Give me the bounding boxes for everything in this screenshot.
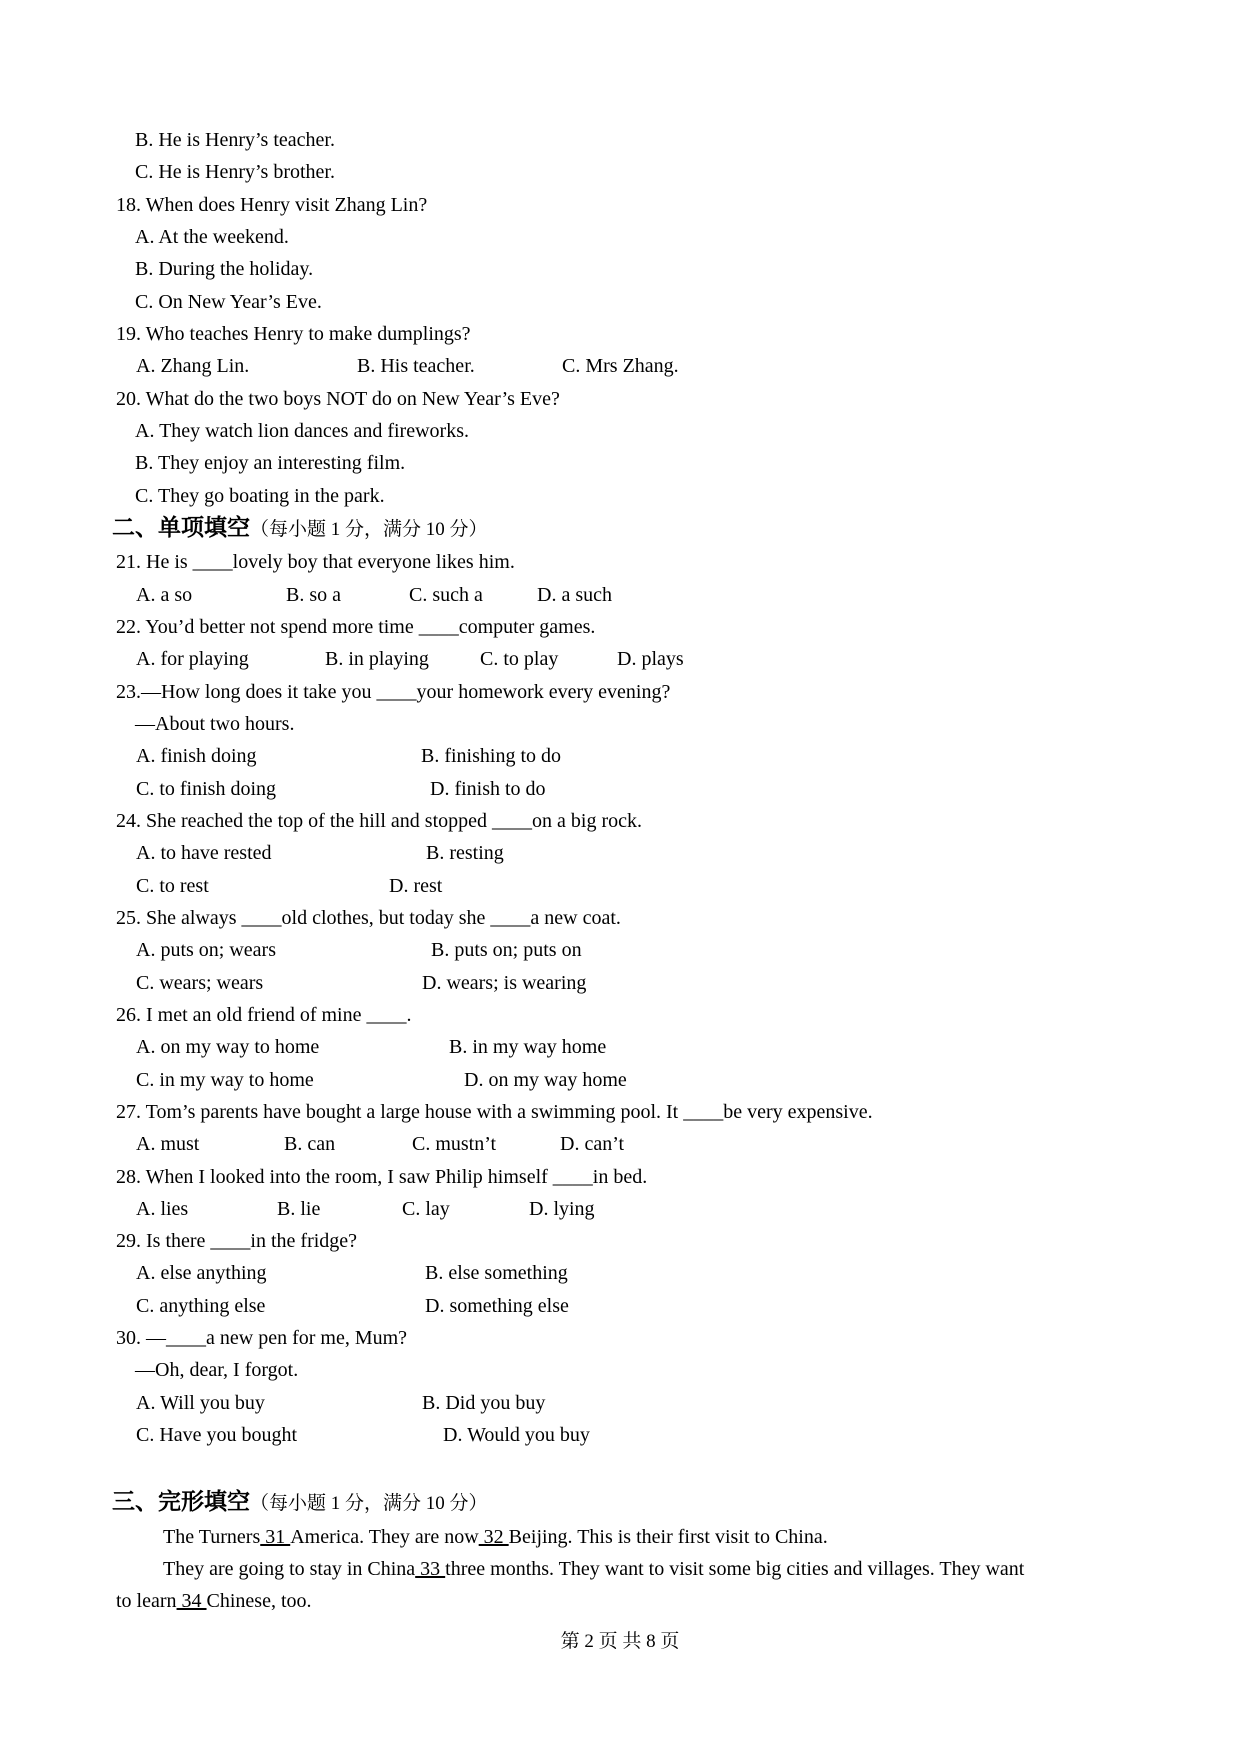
option-line: —Oh, dear, I forgot. xyxy=(135,1359,299,1382)
options-row xyxy=(0,1257,1240,1289)
option-item: C. to finish doing xyxy=(136,777,277,800)
question-line: 24. She reached the top of the hill and stopped ____on a big rock. xyxy=(116,809,642,832)
option-item: C. Have you bought xyxy=(136,1424,298,1447)
passage-text: Beijing. This is their first visit to China. xyxy=(508,1525,828,1548)
section-heading xyxy=(0,512,1240,546)
option-item: D. can’t xyxy=(560,1133,625,1156)
cloze-blank: 33 xyxy=(415,1558,446,1581)
option-item: A. Will you buy xyxy=(136,1391,265,1414)
options-row xyxy=(0,934,1240,966)
question-line: 29. Is there ____in the fridge? xyxy=(116,1230,358,1253)
option-item: B. so a xyxy=(286,583,341,606)
passage-line xyxy=(0,1521,1240,1553)
question-line: 18. When does Henry visit Zhang Lin? xyxy=(116,193,428,216)
option-item: C. to rest xyxy=(136,874,209,897)
option-item: A. puts on; wears xyxy=(136,939,276,962)
option-item: D. Would you buy xyxy=(443,1424,590,1447)
option-item: D. wears; is wearing xyxy=(422,971,587,994)
option-item: A. to have rested xyxy=(136,842,272,865)
option-line: B. They enjoy an interesting film. xyxy=(135,452,406,475)
option-item: B. Did you buy xyxy=(422,1391,546,1414)
option-item: C. in my way to home xyxy=(136,1068,314,1091)
cloze-blank: 34 xyxy=(176,1590,207,1613)
passage-text: They are going to stay in China xyxy=(163,1558,416,1581)
question-line: 21. He is ____lovely boy that everyone likes him. xyxy=(116,551,515,574)
option-item: B. His teacher. xyxy=(357,355,475,378)
options-row xyxy=(0,837,1240,869)
option-line: C. On New Year’s Eve. xyxy=(135,290,322,313)
section-heading xyxy=(0,1486,1240,1520)
options-row xyxy=(0,870,1240,902)
option-item: D. something else xyxy=(425,1294,569,1317)
options-row xyxy=(0,1419,1240,1451)
cloze-blank: 31 xyxy=(260,1525,291,1548)
option-item: A. Zhang Lin. xyxy=(136,355,250,378)
option-item: B. in playing xyxy=(325,648,429,671)
option-item: B. finishing to do xyxy=(421,745,562,768)
option-item: A. on my way to home xyxy=(136,1036,320,1059)
options-row xyxy=(0,967,1240,999)
option-line: A. At the weekend. xyxy=(135,225,289,248)
option-line: —About two hours. xyxy=(135,712,295,735)
options-row xyxy=(0,1387,1240,1419)
options-row xyxy=(0,1290,1240,1322)
option-item: C. such a xyxy=(409,583,483,606)
option-item: D. rest xyxy=(389,874,443,897)
option-item: C. lay xyxy=(402,1197,450,1220)
option-item: A. else anything xyxy=(136,1262,267,1285)
option-item: B. puts on; puts on xyxy=(431,939,582,962)
option-line: A. They watch lion dances and fireworks. xyxy=(135,419,469,442)
question-line: 25. She always ____old clothes, but today she ____a new coat. xyxy=(116,906,621,929)
option-item: B. else something xyxy=(425,1262,568,1285)
question-line: 22. You’d better not spend more time ____computer games. xyxy=(116,615,596,638)
option-item: C. wears; wears xyxy=(136,971,264,994)
option-item: A. must xyxy=(136,1133,200,1156)
option-item: B. in my way home xyxy=(449,1036,607,1059)
options-row xyxy=(0,1064,1240,1096)
option-item: B. can xyxy=(284,1133,336,1156)
options-row xyxy=(0,1128,1240,1160)
option-item: D. finish to do xyxy=(430,777,546,800)
passage-text: Chinese, too. xyxy=(206,1590,312,1613)
option-item: B. resting xyxy=(426,842,504,865)
options-row xyxy=(0,643,1240,675)
option-line: C. He is Henry’s brother. xyxy=(135,161,335,184)
options-row xyxy=(0,773,1240,805)
question-line: 26. I met an old friend of mine ____. xyxy=(116,1003,412,1026)
question-line: 23.—How long does it take you ____your homework every evening? xyxy=(116,680,671,703)
passage-text: The Turners xyxy=(163,1525,261,1548)
options-row xyxy=(0,350,1240,382)
passage-text: to learn xyxy=(116,1590,177,1613)
question-line: 27. Tom’s parents have bought a large house with a swimming pool. It ____be very expensive. xyxy=(116,1100,873,1123)
section-score-note: （每小题 1 分，满分 10 分） xyxy=(250,518,488,540)
option-item: A. lies xyxy=(136,1197,189,1220)
passage-text: three months. They want to visit some big cities and villages. They want xyxy=(445,1558,1025,1581)
option-line: B. He is Henry’s teacher. xyxy=(135,129,335,151)
option-item: A. for playing xyxy=(136,648,249,671)
passage-line xyxy=(0,1585,1240,1617)
passage-text: America. They are now xyxy=(290,1525,479,1548)
options-row xyxy=(0,740,1240,772)
option-line: C. They go boating in the park. xyxy=(135,484,385,507)
option-item: D. lying xyxy=(529,1197,595,1220)
option-item: B. lie xyxy=(277,1197,321,1220)
section-title: 二、单项填空 xyxy=(112,514,250,541)
option-item: C. anything else xyxy=(136,1294,266,1317)
section-title: 三、完形填空 xyxy=(112,1489,250,1516)
option-item: C. Mrs Zhang. xyxy=(562,355,679,378)
option-item: D. plays xyxy=(617,648,684,671)
option-item: D. on my way home xyxy=(464,1068,627,1091)
options-row xyxy=(0,1193,1240,1225)
question-line: 28. When I looked into the room, I saw Philip himself ____in bed. xyxy=(116,1165,648,1188)
page-footer: 第 2 页 共 8 页 xyxy=(560,1630,680,1652)
section-score-note: （每小题 1 分，满分 10 分） xyxy=(250,1493,488,1515)
question-line: 20. What do the two boys NOT do on New Year’s Eve? xyxy=(116,387,560,410)
option-item: A. finish doing xyxy=(136,745,257,768)
option-item: A. a so xyxy=(136,583,193,606)
option-item: D. a such xyxy=(537,583,612,606)
option-item: C. to play xyxy=(480,648,559,671)
options-row xyxy=(0,579,1240,611)
passage-line xyxy=(0,1553,1240,1585)
options-row xyxy=(0,1031,1240,1063)
question-line: 30. —____a new pen for me, Mum? xyxy=(116,1327,408,1350)
option-item: C. mustn’t xyxy=(412,1133,497,1156)
cloze-blank: 32 xyxy=(478,1525,509,1548)
question-line: 19. Who teaches Henry to make dumplings? xyxy=(116,322,471,345)
option-line: B. During the holiday. xyxy=(135,258,314,281)
